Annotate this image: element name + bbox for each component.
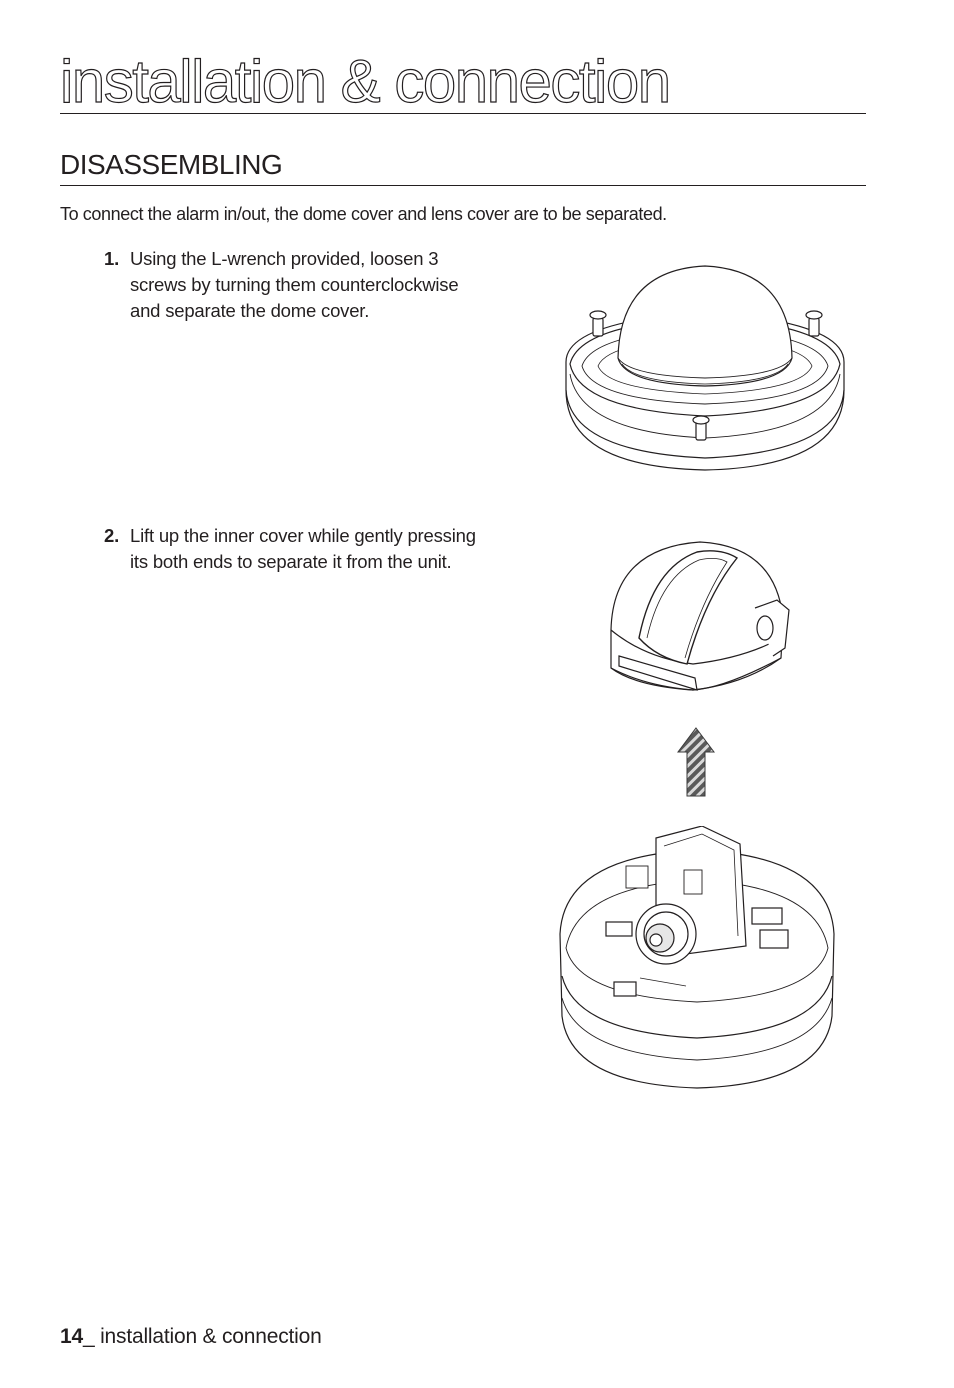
step-line: Lift up the inner cover while gently pressing xyxy=(130,525,476,546)
step-line: Using the L-wrench provided, loosen 3 xyxy=(130,248,439,269)
footer-separator: _ xyxy=(82,1325,101,1348)
footer-label: installation & connection xyxy=(100,1325,322,1348)
page-footer xyxy=(60,1325,322,1349)
section-title-rule xyxy=(60,185,866,186)
step-line: and separate the dome cover. xyxy=(130,300,370,321)
step-number: 1. xyxy=(104,248,120,269)
camera-base-unit-illustration xyxy=(556,826,838,1092)
step-1 xyxy=(104,246,524,324)
lift-up-arrow-icon xyxy=(676,726,716,798)
chapter-title: installation & connection xyxy=(60,48,670,115)
inner-cover-illustration xyxy=(605,538,795,693)
intro-paragraph: To connect the alarm in/out, the dome cover and lens cover are to be separated. xyxy=(60,204,667,224)
dome-cover-illustration xyxy=(560,262,850,476)
step-line: its both ends to separate it from the unit. xyxy=(130,551,452,572)
step-number: 2. xyxy=(104,525,120,546)
chapter-title-rule xyxy=(60,113,866,114)
page-number: 14 xyxy=(60,1325,83,1348)
section-title: DISASSEMBLING xyxy=(60,149,283,180)
step-line: screws by turning them counterclockwise xyxy=(130,274,459,295)
step-2 xyxy=(104,523,524,575)
